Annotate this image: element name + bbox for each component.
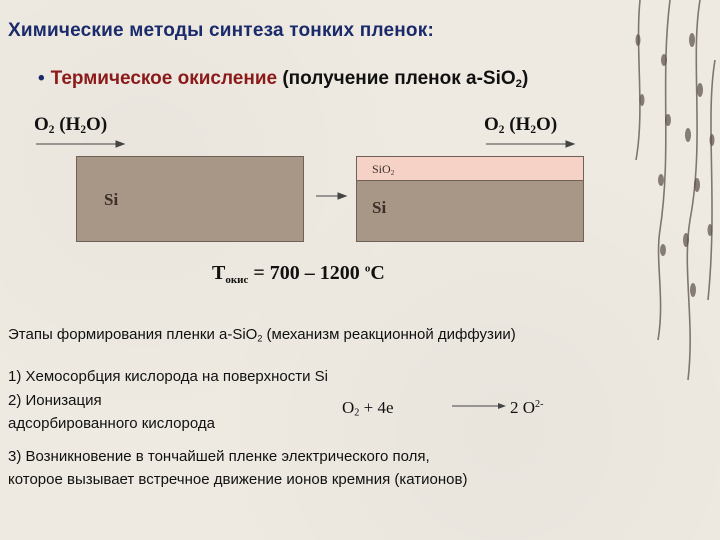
sio2-base: SiO [372, 162, 391, 176]
ionization-equation-left [342, 398, 394, 419]
stage-step-2-line-2: адсорбированного кислорода [8, 415, 215, 432]
transform-arrowhead [338, 193, 346, 199]
eq-right-sup: 2- [535, 398, 544, 410]
right-si-label: Si [372, 198, 387, 217]
right-flow-o-sub: 2 [498, 123, 505, 136]
left-flow-end: O) [86, 114, 108, 135]
stages-heading-prefix: Этапы формирования пленки a-SiO [8, 326, 258, 343]
right-flow-end: O) [536, 114, 558, 135]
eq-left-sub: 2 [354, 407, 360, 419]
left-flow-o: O [34, 114, 49, 135]
left-flow-arrowhead [116, 141, 124, 147]
sio2-sub: 2 [390, 168, 395, 177]
right-flow-o: O [484, 114, 499, 135]
ionization-equation-right [510, 398, 544, 418]
bullet-rest-prefix: (получение пленок a-SiO [277, 68, 516, 89]
stages-heading-suffix: (механизм реакционной диффузии) [262, 326, 516, 343]
stage-step-2-line-1: 2) Ионизация [8, 392, 102, 409]
left-flow-h-sub: 2 [80, 123, 87, 136]
bullet-rest-sub: 2 [515, 77, 522, 90]
stages-heading-sub: 2 [257, 333, 263, 344]
eq-left-o: O [342, 398, 355, 417]
right-flow-arrowhead [566, 141, 574, 147]
ionization-arrow [450, 400, 510, 412]
temp-value: = 700 – 1200 [248, 262, 365, 284]
temp-unit: С [370, 262, 385, 284]
left-si-label: Si [104, 190, 119, 209]
oxidation-temperature [212, 262, 385, 286]
bullet-accent-text: Термическое окисление [50, 68, 278, 89]
stage-step-3-line-2: которое вызывает встречное движение ионов кремния (катионов) [8, 471, 468, 488]
bullet-dot: • [38, 68, 45, 89]
right-flow-h-sub: 2 [530, 123, 537, 136]
temp-degree: о [364, 262, 371, 275]
left-flow-o-sub: 2 [48, 123, 55, 136]
stage-step-1: 1) Хемосорбция кислорода на поверхности Si [8, 368, 328, 385]
right-sio2-label [372, 162, 394, 177]
eq-right-o: 2 O [510, 398, 536, 417]
eq-left-rest: + 4e [359, 398, 394, 417]
stages-heading [8, 326, 516, 343]
bullet-rest-suffix: ) [521, 68, 529, 89]
temp-sub: окис [225, 273, 249, 286]
right-si-substrate [356, 180, 584, 242]
left-flow-mid: (H [54, 114, 81, 135]
right-flow-mid: (H [504, 114, 531, 135]
slide-title: Химические методы синтеза тонких пленок: [8, 20, 434, 41]
temp-t: T [212, 262, 226, 284]
stage-step-3-line-1: 3) Возникновение в тончайшей пленке электрического поля, [8, 448, 430, 465]
